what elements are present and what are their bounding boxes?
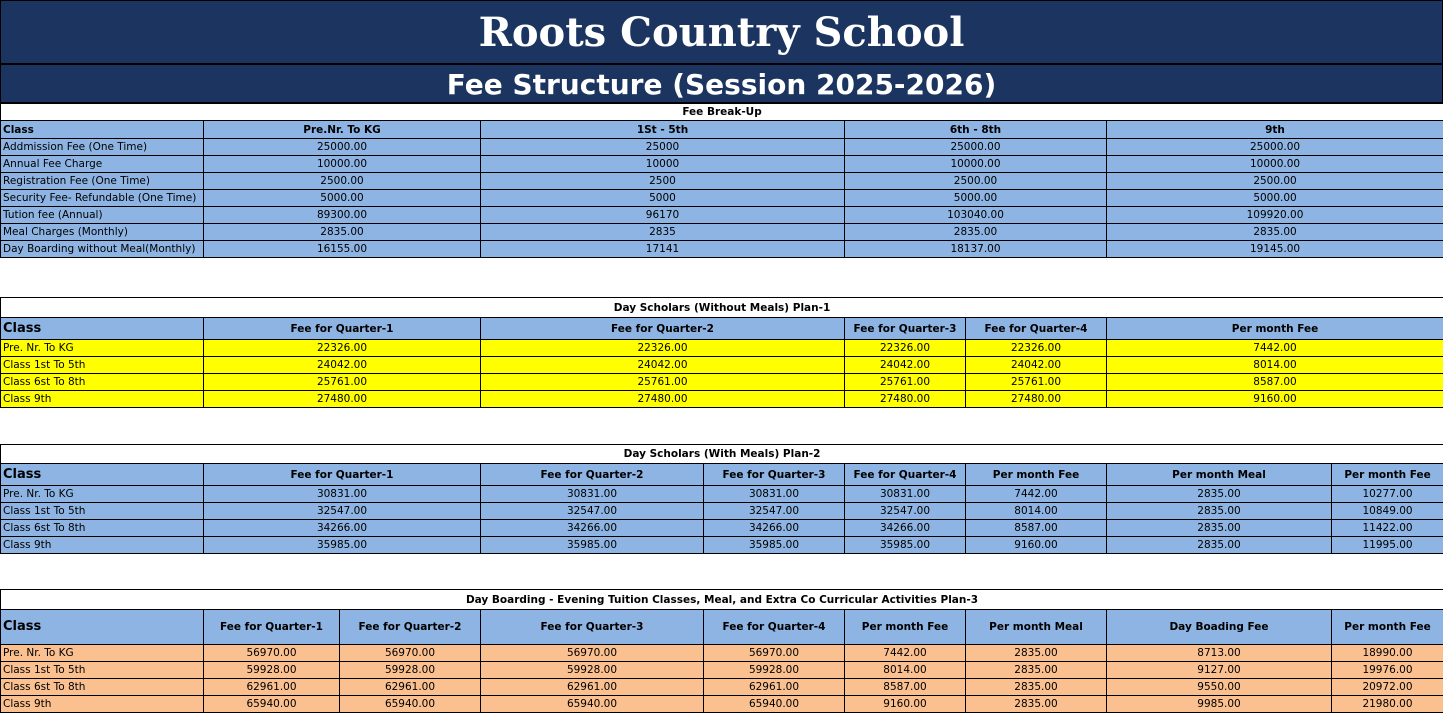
table-cell: 10849.00 (1332, 503, 1443, 520)
table-cell: 62961.00 (704, 679, 845, 696)
column-header: Class (1, 610, 204, 645)
table-cell: 25761.00 (845, 374, 966, 391)
table-cell: 35985.00 (845, 537, 966, 554)
table-cell: 10000 (481, 156, 845, 173)
column-header: Fee for Quarter-1 (204, 464, 481, 486)
table-cell: 9160.00 (1107, 391, 1443, 408)
table-cell: 5000.00 (204, 190, 481, 207)
table-cell: 8587.00 (1107, 374, 1443, 391)
row-label: Class 1st To 5th (1, 357, 204, 374)
table-row (1, 645, 1443, 662)
column-header: Per month Fee (1107, 318, 1443, 340)
table-cell: 65940.00 (481, 696, 704, 713)
column-header: Per month Fee (966, 464, 1107, 486)
table-cell: 24042.00 (204, 357, 481, 374)
table-cell: 8014.00 (845, 662, 966, 679)
row-label: Pre. Nr. To KG (1, 340, 204, 357)
table-cell: 7442.00 (845, 645, 966, 662)
table-cell: 62961.00 (340, 679, 481, 696)
table-cell: 62961.00 (204, 679, 340, 696)
table-cell: 30831.00 (704, 486, 845, 503)
column-header: Per month Meal (966, 610, 1107, 645)
table-cell: 20972.00 (1332, 679, 1443, 696)
row-label: Class 9th (1, 537, 204, 554)
table-cell: 22326.00 (481, 340, 845, 357)
table-row (1, 357, 1443, 374)
table-cell: 8713.00 (1107, 645, 1332, 662)
table-cell: 25000 (481, 139, 845, 156)
table-cell: 19145.00 (1107, 241, 1443, 258)
table-row (1, 679, 1443, 696)
table-cell: 62961.00 (481, 679, 704, 696)
table-row (1, 190, 1443, 207)
row-label: Class 6st To 8th (1, 520, 204, 537)
table-cell: 2835.00 (1107, 520, 1332, 537)
table-cell: 35985.00 (481, 537, 704, 554)
table-cell: 19976.00 (1332, 662, 1443, 679)
table-cell: 5000.00 (845, 190, 1107, 207)
table-cell: 56970.00 (204, 645, 340, 662)
table-cell: 2500.00 (1107, 173, 1443, 190)
table-body (1, 340, 1443, 408)
table-cell: 7442.00 (966, 486, 1107, 503)
table-cell: 2500.00 (204, 173, 481, 190)
table-row (1, 486, 1443, 503)
row-label: Registration Fee (One Time) (1, 173, 204, 190)
row-label: Pre. Nr. To KG (1, 645, 204, 662)
column-header: Fee for Quarter-4 (704, 610, 845, 645)
fee-structure-title: Fee Structure (Session 2025-2026) (447, 68, 997, 101)
column-header: Fee for Quarter-3 (481, 610, 704, 645)
table-cell: 2500 (481, 173, 845, 190)
table-cell: 32547.00 (704, 503, 845, 520)
column-header: Class (1, 121, 204, 139)
table-cell: 2835.00 (204, 224, 481, 241)
column-header: Class (1, 318, 204, 340)
row-label: Security Fee- Refundable (One Time) (1, 190, 204, 207)
table-row (1, 156, 1443, 173)
plan-3-table (0, 589, 1443, 713)
table-cell: 103040.00 (845, 207, 1107, 224)
table-row (1, 391, 1443, 408)
plan-2-table (0, 444, 1443, 554)
table-caption: Day Scholars (With Meals) Plan-2 (1, 445, 1443, 464)
table-caption-row (1, 590, 1443, 610)
table-row (1, 537, 1443, 554)
table-cell: 32547.00 (481, 503, 704, 520)
table-row (1, 173, 1443, 190)
school-name: Roots Country School (479, 9, 965, 56)
column-header: Fee for Quarter-1 (204, 318, 481, 340)
table-cell: 24042.00 (966, 357, 1107, 374)
table-cell: 27480.00 (204, 391, 481, 408)
table-row (1, 224, 1443, 241)
table-cell: 2835.00 (1107, 224, 1443, 241)
table-row (1, 696, 1443, 713)
column-header: Per month Fee (845, 610, 966, 645)
row-label: Annual Fee Charge (1, 156, 204, 173)
table-cell: 9160.00 (845, 696, 966, 713)
table-cell: 35985.00 (704, 537, 845, 554)
table-cell: 56970.00 (704, 645, 845, 662)
table-cell: 24042.00 (845, 357, 966, 374)
table-cell: 17141 (481, 241, 845, 258)
table-caption-row (1, 298, 1443, 318)
table-cell: 27480.00 (845, 391, 966, 408)
table-row (1, 662, 1443, 679)
table-cell: 25000.00 (1107, 139, 1443, 156)
table-caption: Day Scholars (Without Meals) Plan-1 (1, 298, 1443, 318)
table-cell: 109920.00 (1107, 207, 1443, 224)
row-label: Class 9th (1, 391, 204, 408)
column-header: Fee for Quarter-2 (481, 318, 845, 340)
table-caption-row (1, 445, 1443, 464)
row-label: Class 9th (1, 696, 204, 713)
table-caption: Day Boarding - Evening Tuition Classes, Meal, and Extra Co Curricular Activities Plan-3 (1, 590, 1443, 610)
table-cell: 5000 (481, 190, 845, 207)
table-cell: 10000.00 (204, 156, 481, 173)
table-row (1, 374, 1443, 391)
table-cell: 32547.00 (845, 503, 966, 520)
table-cell: 8014.00 (966, 503, 1107, 520)
column-header: 6th - 8th (845, 121, 1107, 139)
table-cell: 30831.00 (204, 486, 481, 503)
table-cell: 59928.00 (481, 662, 704, 679)
school-title-banner (0, 0, 1443, 64)
table-cell: 2835.00 (966, 645, 1107, 662)
table-row (1, 241, 1443, 258)
table-cell: 59928.00 (704, 662, 845, 679)
table-body (1, 645, 1443, 713)
table-cell: 22326.00 (966, 340, 1107, 357)
column-header: Per month Fee (1332, 610, 1443, 645)
table-cell: 25000.00 (845, 139, 1107, 156)
column-header: 9th (1107, 121, 1443, 139)
table-cell: 9985.00 (1107, 696, 1332, 713)
table-cell: 35985.00 (204, 537, 481, 554)
table-cell: 27480.00 (966, 391, 1107, 408)
table-cell: 24042.00 (481, 357, 845, 374)
table-header-row (1, 610, 1443, 645)
column-header: 1St - 5th (481, 121, 845, 139)
table-row (1, 139, 1443, 156)
table-row (1, 520, 1443, 537)
table-cell: 7442.00 (1107, 340, 1443, 357)
table-cell: 10000.00 (1107, 156, 1443, 173)
table-cell: 16155.00 (204, 241, 481, 258)
table-cell: 9160.00 (966, 537, 1107, 554)
row-label: Tution fee (Annual) (1, 207, 204, 224)
table-cell: 22326.00 (204, 340, 481, 357)
fee-breakup-table (0, 103, 1443, 258)
column-header: Fee for Quarter-1 (204, 610, 340, 645)
row-label: Class 1st To 5th (1, 662, 204, 679)
table-cell: 2835.00 (1107, 486, 1332, 503)
row-label: Class 6st To 8th (1, 374, 204, 391)
table-cell: 2835.00 (1107, 537, 1332, 554)
table-cell: 2835.00 (966, 662, 1107, 679)
table-cell: 56970.00 (340, 645, 481, 662)
table-cell: 18137.00 (845, 241, 1107, 258)
table-cell: 11422.00 (1332, 520, 1443, 537)
table-row (1, 207, 1443, 224)
table-cell: 21980.00 (1332, 696, 1443, 713)
table-cell: 25761.00 (966, 374, 1107, 391)
table-cell: 25761.00 (204, 374, 481, 391)
table-cell: 2500.00 (845, 173, 1107, 190)
table-cell: 2835.00 (845, 224, 1107, 241)
column-header: Class (1, 464, 204, 486)
table-cell: 32547.00 (204, 503, 481, 520)
table-cell: 27480.00 (481, 391, 845, 408)
column-header: Pre.Nr. To KG (204, 121, 481, 139)
table-cell: 2835.00 (966, 696, 1107, 713)
table-cell: 10277.00 (1332, 486, 1443, 503)
table-cell: 25000.00 (204, 139, 481, 156)
row-label: Day Boarding without Meal(Monthly) (1, 241, 204, 258)
table-cell: 2835.00 (966, 679, 1107, 696)
table-cell: 34266.00 (204, 520, 481, 537)
row-label: Class 6st To 8th (1, 679, 204, 696)
table-cell: 96170 (481, 207, 845, 224)
row-label: Class 1st To 5th (1, 503, 204, 520)
table-body (1, 486, 1443, 554)
table-cell: 30831.00 (481, 486, 704, 503)
table-cell: 34266.00 (704, 520, 845, 537)
table-cell: 59928.00 (340, 662, 481, 679)
column-header: Fee for Quarter-2 (481, 464, 704, 486)
table-header-row (1, 464, 1443, 486)
column-header: Fee for Quarter-4 (966, 318, 1107, 340)
column-header: Per month Meal (1107, 464, 1332, 486)
column-header: Fee for Quarter-4 (845, 464, 966, 486)
table-cell: 65940.00 (704, 696, 845, 713)
table-caption: Fee Break-Up (1, 104, 1443, 121)
table-cell: 2835 (481, 224, 845, 241)
table-cell: 11995.00 (1332, 537, 1443, 554)
column-header: Fee for Quarter-2 (340, 610, 481, 645)
table-cell: 18990.00 (1332, 645, 1443, 662)
row-label: Pre. Nr. To KG (1, 486, 204, 503)
table-header-row (1, 318, 1443, 340)
fee-structure-banner (0, 64, 1443, 103)
table-cell: 8014.00 (1107, 357, 1443, 374)
table-cell: 8587.00 (966, 520, 1107, 537)
table-cell: 5000.00 (1107, 190, 1443, 207)
table-cell: 9127.00 (1107, 662, 1332, 679)
table-cell: 89300.00 (204, 207, 481, 224)
table-body (1, 139, 1443, 258)
table-cell: 34266.00 (481, 520, 704, 537)
column-header: Day Boading Fee (1107, 610, 1332, 645)
table-row (1, 503, 1443, 520)
table-cell: 56970.00 (481, 645, 704, 662)
column-header: Fee for Quarter-3 (704, 464, 845, 486)
table-header-row (1, 121, 1443, 139)
table-cell: 34266.00 (845, 520, 966, 537)
row-label: Addmission Fee (One Time) (1, 139, 204, 156)
table-caption-row (1, 104, 1443, 121)
table-cell: 65940.00 (340, 696, 481, 713)
table-cell: 2835.00 (1107, 503, 1332, 520)
table-cell: 9550.00 (1107, 679, 1332, 696)
table-row (1, 340, 1443, 357)
table-cell: 22326.00 (845, 340, 966, 357)
column-header: Fee for Quarter-3 (845, 318, 966, 340)
table-cell: 10000.00 (845, 156, 1107, 173)
column-header: Per month Fee (1332, 464, 1443, 486)
table-cell: 65940.00 (204, 696, 340, 713)
table-cell: 30831.00 (845, 486, 966, 503)
table-cell: 8587.00 (845, 679, 966, 696)
table-cell: 59928.00 (204, 662, 340, 679)
table-cell: 25761.00 (481, 374, 845, 391)
row-label: Meal Charges (Monthly) (1, 224, 204, 241)
plan-1-table (0, 297, 1443, 408)
